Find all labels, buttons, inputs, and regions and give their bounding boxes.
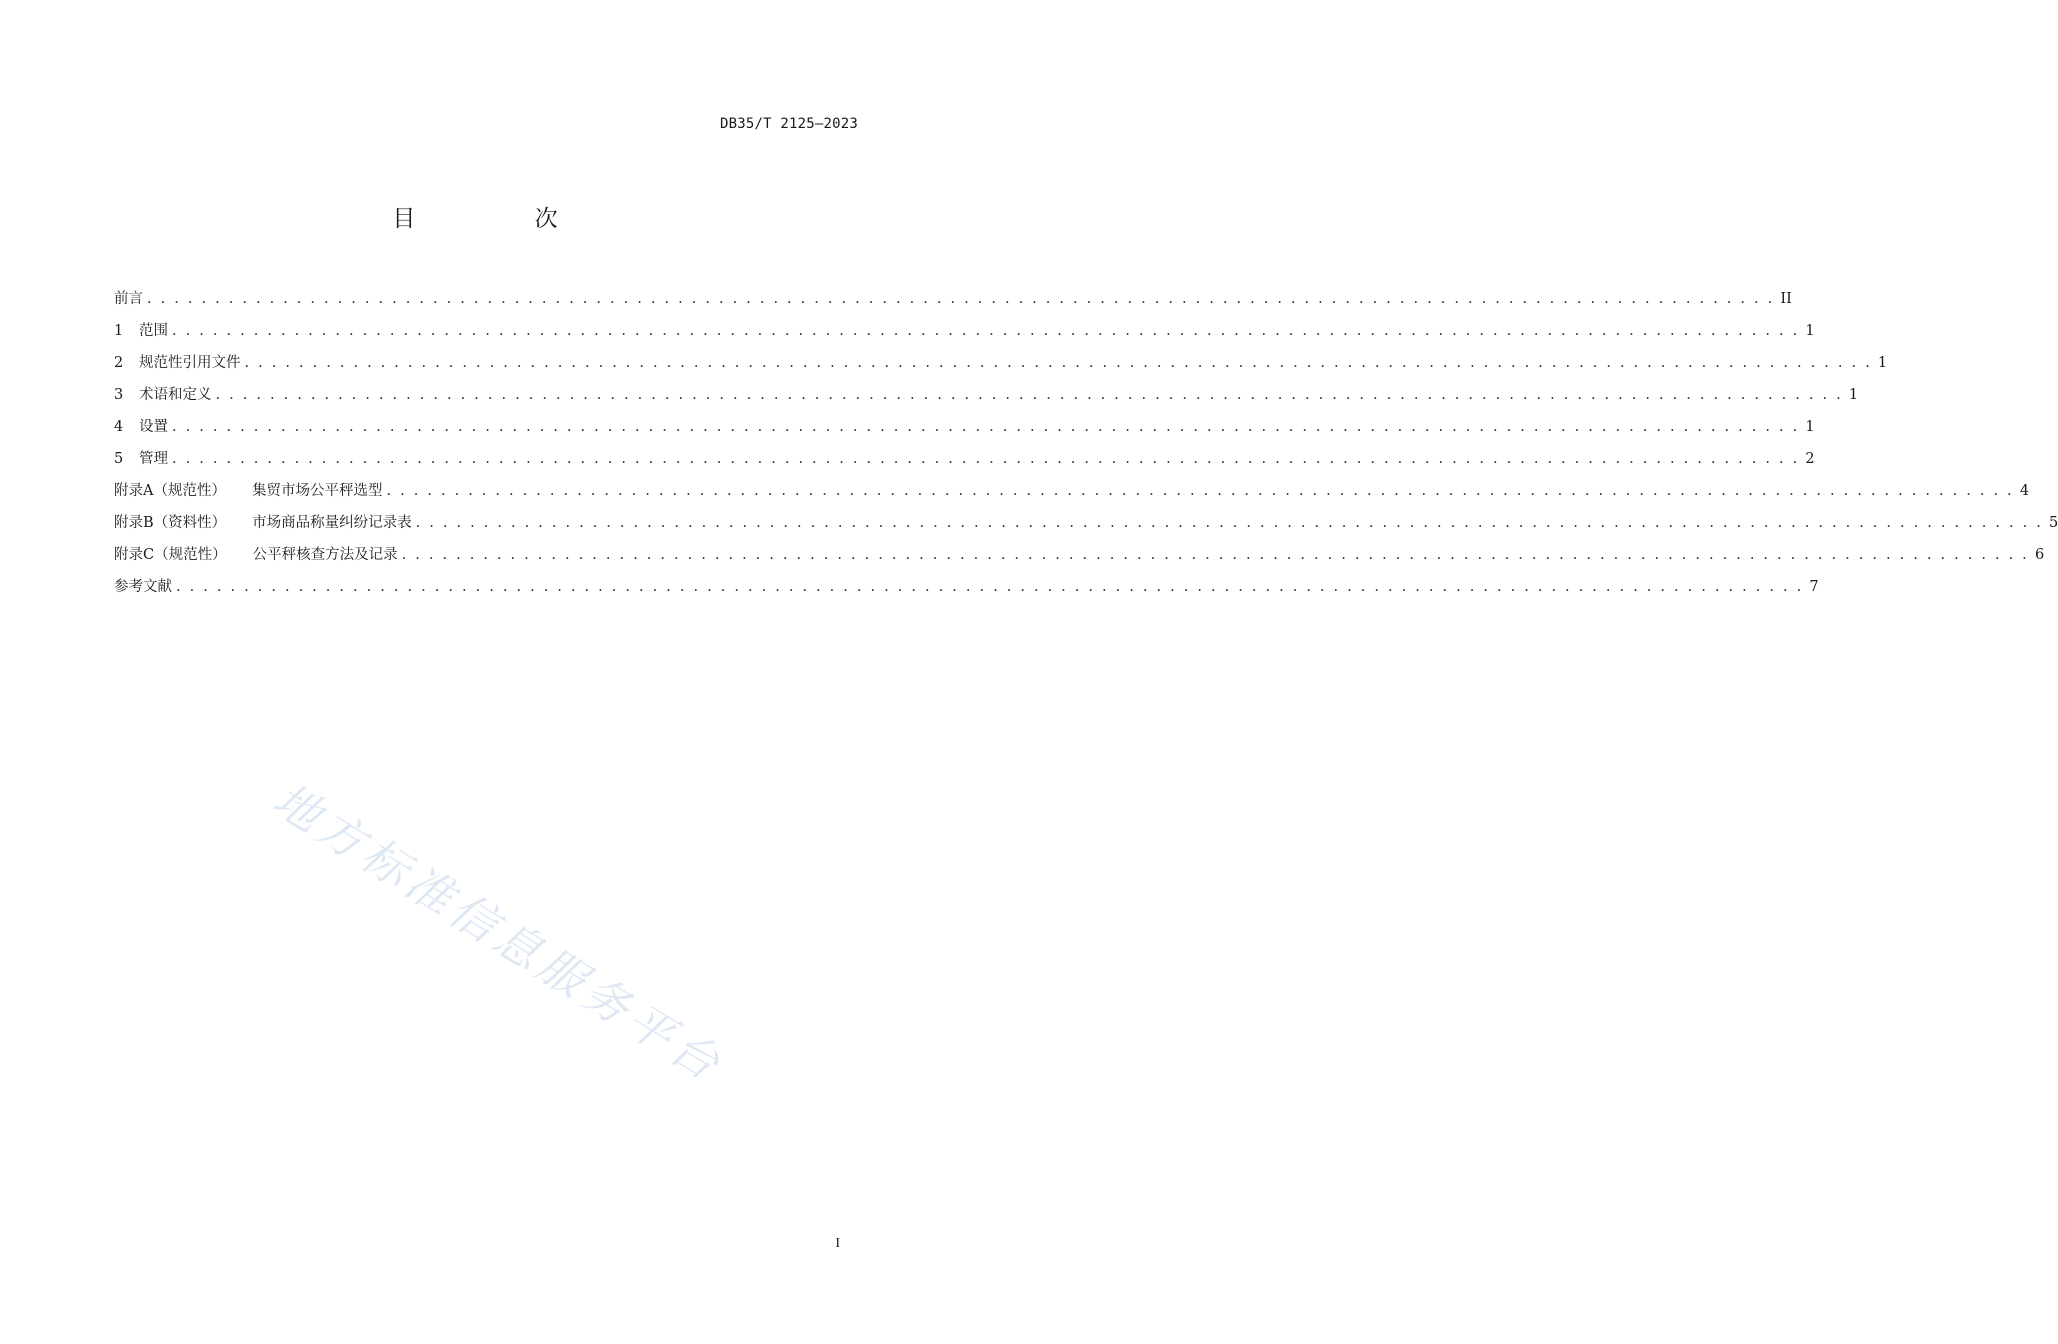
toc-entry-label: 2 规范性引用文件 (114, 355, 241, 371)
toc-entry-number: 1 (114, 323, 124, 339)
toc-entry-number: 4 (114, 419, 124, 435)
toc-entry-page: 1 (1805, 419, 1815, 435)
toc-entry-label: 附录B（资料性） 市场商品称量纠纷记录表 (114, 515, 412, 531)
standard-code: DB35/T 2125—2023 (719, 116, 858, 132)
toc-entry-label: 附录A（规范性） 集贸市场公平秤选型 (114, 483, 383, 499)
watermark: 地方标准信息服务平台 (263, 771, 734, 1094)
toc-entry-label: 前言 (114, 291, 143, 307)
toc-entry-page: 6 (2035, 547, 2045, 563)
toc-entry-number: 5 (114, 451, 124, 467)
toc-entry-page: 1 (1805, 323, 1815, 339)
table-of-contents (114, 287, 2058, 607)
toc-entry-label: 1 范围 (114, 323, 168, 339)
toc-entry-appendix-b[interactable] (114, 511, 2058, 543)
page-number: I (835, 1236, 840, 1251)
toc-entry-number: 2 (114, 355, 124, 371)
toc-entry-normative-references[interactable] (114, 351, 1888, 383)
toc-entry-number: 3 (114, 387, 124, 403)
toc-entry-page: 2 (1805, 451, 1815, 467)
toc-entry-management[interactable] (114, 447, 1815, 479)
toc-entry-bibliography[interactable] (114, 575, 1819, 607)
toc-entry-label: 附录C（规范性） 公平秤核查方法及记录 (114, 547, 398, 563)
toc-entry-appendix-c[interactable] (114, 543, 2045, 575)
toc-leader-dots: . . . . . . . . . . . . . . . . . . . . . . . . . . . . . . . . . . . . . . . . . . . . . . . . . . . . . . . . . . . . . . . . . . . . . . . . . . . . . . . . . . . . . . . . . . . . . . . . . . . . . . . . . . . . . . . . . . . . . . . . (415, 515, 2044, 531)
toc-entry-page: 7 (1809, 579, 1819, 595)
toc-entry-label: 3 术语和定义 (114, 387, 212, 403)
toc-entry-label: 5 管理 (114, 451, 168, 467)
toc-entry-page: II (1780, 291, 1792, 307)
toc-entry-page: 1 (1848, 387, 1859, 403)
page-title: 目 次 (392, 206, 614, 232)
toc-entry-page: 5 (2049, 515, 2058, 531)
toc-entry-label: 4 设置 (114, 419, 168, 435)
toc-leader-dots: . . . . . . . . . . . . . . . . . . . . . . . . . . . . . . . . . . . . . . . . . . . . . . . . . . . . . . . . . . . . . . . . . . . . . . . . . . . . . . . . . . . . . . . . . . . . . . . . . . . . . . . . . . . . . . . . . . . . . . . . (172, 323, 1800, 339)
toc-entry-foreword[interactable] (114, 287, 1792, 319)
toc-leader-dots: . . . . . . . . . . . . . . . . . . . . . . . . . . . . . . . . . . . . . . . . . . . . . . . . . . . . . . . . . . . . . . . . . . . . . . . . . . . . . . . . . . . . . . . . . . . . . . . . . . . . . . . . . . . . . . . . . . . . . . . . (147, 291, 1775, 307)
toc-leader-dots: . . . . . . . . . . . . . . . . . . . . . . . . . . . . . . . . . . . . . . . . . . . . . . . . . . . . . . . . . . . . . . . . . . . . . . . . . . . . . . . . . . . . . . . . . . . . . . . . . . . . . . . . . . . . . . . . . . . . . . . . (172, 451, 1800, 467)
toc-entry-label: 参考文献 (114, 579, 172, 595)
toc-leader-dots: . . . . . . . . . . . . . . . . . . . . . . . . . . . . . . . . . . . . . . . . . . . . . . . . . . . . . . . . . . . . . . . . . . . . . . . . . . . . . . . . . . . . . . . . . . . . . . . . . . . . . . . . . . . . . . . . . . . . . . . . (401, 547, 2029, 563)
toc-entry-scope[interactable] (114, 319, 1815, 351)
toc-leader-dots: . . . . . . . . . . . . . . . . . . . . . . . . . . . . . . . . . . . . . . . . . . . . . . . . . . . . . . . . . . . . . . . . . . . . . . . . . . . . . . . . . . . . . . . . . . . . . . . . . . . . . . . . . . . . . . . . . . . . . . . . (215, 387, 1843, 403)
toc-leader-dots: . . . . . . . . . . . . . . . . . . . . . . . . . . . . . . . . . . . . . . . . . . . . . . . . . . . . . . . . . . . . . . . . . . . . . . . . . . . . . . . . . . . . . . . . . . . . . . . . . . . . . . . . . . . . . . . . . . . . . . . . (176, 579, 1804, 595)
toc-entry-appendix-a[interactable] (114, 479, 2030, 511)
toc-leader-dots: . . . . . . . . . . . . . . . . . . . . . . . . . . . . . . . . . . . . . . . . . . . . . . . . . . . . . . . . . . . . . . . . . . . . . . . . . . . . . . . . . . . . . . . . . . . . . . . . . . . . . . . . . . . . . . . . . . . . . . . . (172, 419, 1800, 435)
toc-leader-dots: . . . . . . . . . . . . . . . . . . . . . . . . . . . . . . . . . . . . . . . . . . . . . . . . . . . . . . . . . . . . . . . . . . . . . . . . . . . . . . . . . . . . . . . . . . . . . . . . . . . . . . . . . . . . . . . . . . . . . . . . (386, 483, 2014, 499)
toc-entry-terms[interactable] (114, 383, 1859, 415)
toc-entry-page: 4 (2019, 483, 2030, 499)
toc-entry-page: 1 (1877, 355, 1888, 371)
toc-leader-dots: . . . . . . . . . . . . . . . . . . . . . . . . . . . . . . . . . . . . . . . . . . . . . . . . . . . . . . . . . . . . . . . . . . . . . . . . . . . . . . . . . . . . . . . . . . . . . . . . . . . . . . . . . . . . . . . . . . . . . . . . (244, 355, 1872, 371)
toc-entry-setup[interactable] (114, 415, 1815, 447)
